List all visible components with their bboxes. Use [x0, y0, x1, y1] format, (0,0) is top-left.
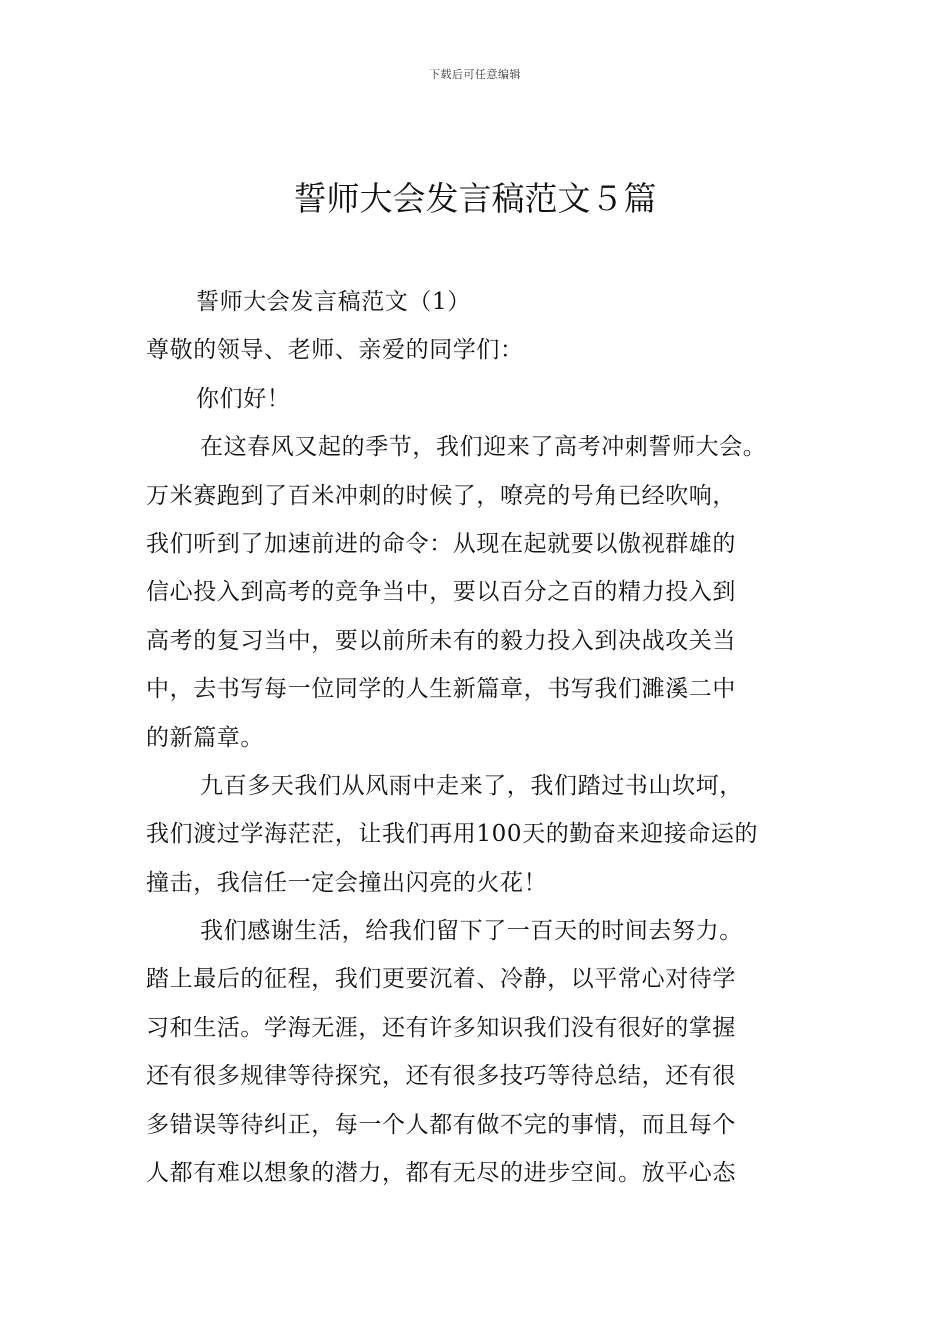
paragraph-line: 万米赛跑到了百米冲刺的时候了，嘹亮的号角已经吹响， [146, 482, 736, 509]
paragraph-line: 踏上最后的征程，我们更要沉着、冷静，以平常心对待学 [146, 966, 736, 993]
paragraph-line: 我们渡过学海茫茫，让我们再用100天的勤奋来迎接命运的 [146, 821, 759, 848]
paragraph-line: 在这春风又起的季节，我们迎来了高考冲刺誓师大会。 [200, 434, 767, 461]
header-note: 下载后可任意编辑 [429, 68, 521, 81]
paragraph-line: 多错误等待纠正，每一个人都有做不完的事情，而且每个 [146, 1111, 736, 1138]
paragraph-line: 我们感谢生活，给我们留下了一百天的时间去努力。 [200, 918, 743, 945]
greeting-line: 你们好！ [196, 385, 291, 412]
section-heading: 誓师大会发言稿范文（1） [196, 289, 471, 315]
paragraph-line: 高考的复习当中，要以前所未有的毅力投入到决战攻关当 [146, 627, 736, 654]
paragraph-line: 九百多天我们从风雨中走来了，我们踏过书山坎坷， [200, 772, 743, 799]
paragraph-line: 我们听到了加速前进的命令：从现在起就要以傲视群雄的 [146, 530, 736, 557]
document-body [146, 278, 816, 1197]
document-title: 誓师大会发言稿范文５篇 [293, 179, 657, 218]
paragraph-line: 中，去书写每一位同学的人生新篇章，书写我们濉溪二中 [146, 676, 736, 703]
paragraph-line: 人都有难以想象的潜力，都有无尽的进步空间。放平心态 [146, 1160, 736, 1187]
paragraph-line: 的新篇章。 [146, 724, 264, 751]
salutation-line: 尊敬的领导、老师、亲爱的同学们： [146, 337, 524, 364]
paragraph-line: 还有很多规律等待探究，还有很多技巧等待总结，还有很 [146, 1063, 736, 1090]
paragraph-line: 撞击，我信任一定会撞出闪亮的火花！ [146, 869, 548, 896]
paragraph-line: 习和生活。学海无涯，还有许多知识我们没有很好的掌握 [146, 1014, 736, 1041]
paragraph-line: 信心投入到高考的竞争当中，要以百分之百的精力投入到 [146, 579, 736, 606]
